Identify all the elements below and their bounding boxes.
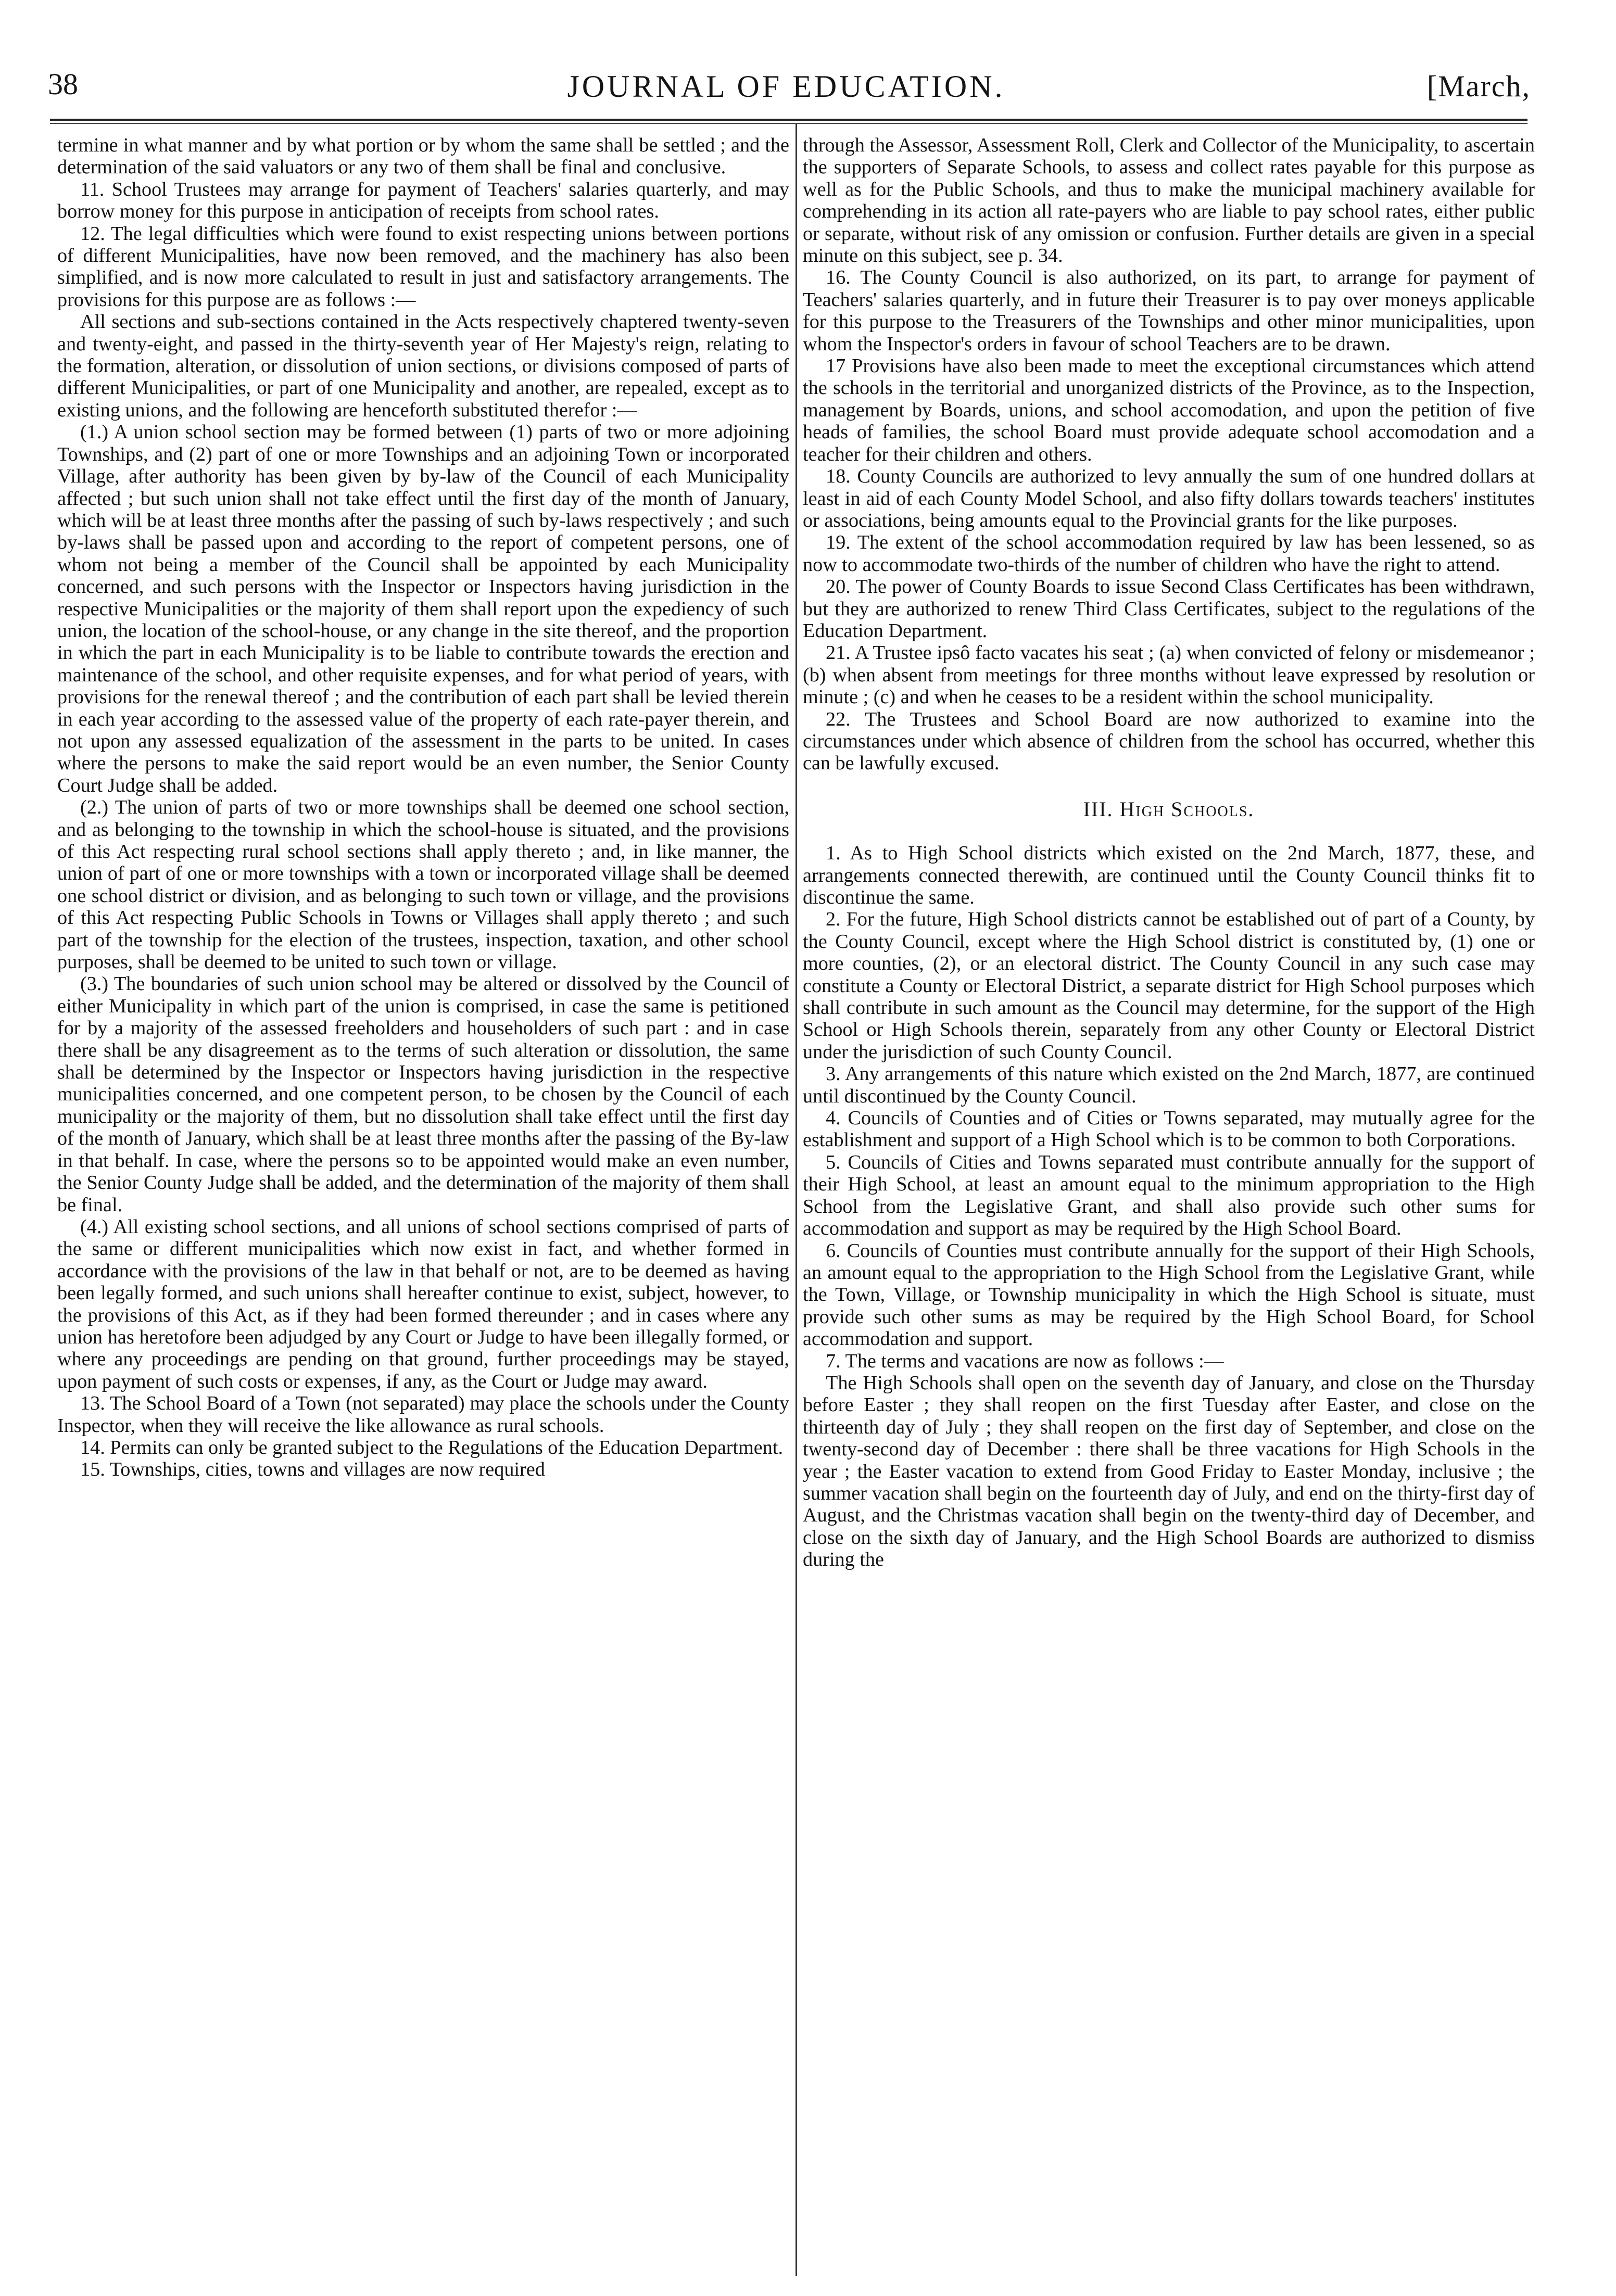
paragraph: (2.) The union of parts of two or more townships shall be deemed one school section, and as belonging to the township in which the school-house is situated, and the provisions of this Act respecting rural school sections shall apply thereto ; and, in like manner, the union of part of one or more townships with a town or incorporated village shall be deemed one school district or division, and as belonging to such town or village, and the provisions of this Act respecting Public Schools in Towns or Villages shall apply thereto ; and such part of the township for the election of the trustees, inspection, taxation, and other school purposes, shall be deemed to be united to such town or village.: [57, 796, 789, 973]
paragraph: (4.) All existing school sections, and all unions of school sections comprised of parts of the same or different municipalities which now exist in fact, and whether formed in accordance with the provisions of the law in that behalf or not, are to be deemed as having been legally formed, and such unions shall hereafter continue to exist, subject, however, to the provisions of this Act, as if they had been formed thereunder ; and in cases where any union has heretofore been adjudged by any Court or Judge to have been illegally formed, or where any proceedings are pending on that ground, further proceedings may be stayed, upon payment of such costs or expenses, if any, as the Court or Judge may award.: [57, 1215, 789, 1392]
page-header: [42, 61, 1531, 119]
paragraph: 13. The School Board of a Town (not separated) may place the schools under the County Inspector, when they will receive the like allowance as rural schools.: [57, 1392, 789, 1437]
paragraph: 4. Councils of Counties and of Cities or Towns separated, may mutually agree for the establishment and support of a High School which is to be common to both Corporations.: [803, 1107, 1535, 1151]
paragraph: through the Assessor, Assessment Roll, Clerk and Collector of the Municipality, to ascertain the supporters of Separate Schools, to assess and collect rates payable for this purpose as well as for the Public Schools, and thus to make the municipal machinery available for comprehending in its action all rate-payers who are liable to pay school rates, either public or separate, without risk of any omission or confusion. Further details are given in a special minute on this subject, see p. 34.: [803, 134, 1535, 267]
paragraph: 15. Townships, cities, towns and villages are now required: [80, 1458, 545, 1481]
paragraph: 7. The terms and vacations are now as follows :—: [826, 1350, 1224, 1372]
paragraph: termine in what manner and by what portion or by whom the same shall be settled ; and the determination of the said valuators or any two of them shall be final and conclusive.: [57, 134, 789, 179]
paragraph: All sections and sub-sections contained in the Acts respectively chaptered twenty-seven and twenty-eight, and passed in the thirty-seventh year of Her Majesty's reign, relating to the formation, alteration, or dissolution of union sections, or divisions composed of parts of different Municipalities, or part of one Municipality and another, are repealed, except as to existing unions, and the following are henceforth substituted therefor :—: [57, 311, 789, 421]
journal-title: JOURNAL OF EDUCATION.: [567, 69, 1005, 104]
issue-month: [March,: [1426, 69, 1531, 103]
paragraph: 18. County Councils are authorized to levy annually the sum of one hundred dollars at least in aid of each County Model School, and also fifty dollars towards teachers' institutes or associations, being amounts equal to the Provincial grants for the like purposes.: [803, 465, 1535, 531]
paragraph: 5. Councils of Cities and Towns separated must contribute annually for the support of their High School, at least an amount equal to the minimum appropriation to the High School from the Legislative Grant, and shall also provide such other sums for accommodation and support as may be required by the High School Board.: [803, 1151, 1535, 1240]
paragraph: 12. The legal difficulties which were found to exist respecting unions between portions of different Municipalities, have now been removed, and the machinery has also been simplified, and is now more calculated to result in just and satisfactory arrangements. The provisions for this purpose are as follows :—: [57, 222, 789, 311]
paragraph: 1. As to High School districts which existed on the 2nd March, 1877, these, and arrangements connected therewith, are continued until the County Council thinks fit to discontinue the same.: [803, 842, 1535, 908]
paragraph: 2. For the future, High School districts cannot be established out of part of a County, by the County Council, except where the High School district is constituted by, (1) one or more counties, (2), or an electoral district. The County Council in any such case may constitute a County or Electoral District, a separate district for High School purposes which shall contribute in such amount as the Council may determine, for the support of the High School or High Schools therein, separately from any other County or Electoral District under the jurisdiction of such County Council.: [803, 908, 1535, 1063]
paragraph: 3. Any arrangements of this nature which existed on the 2nd March, 1877, are continued until discontinued by the County Council.: [803, 1063, 1535, 1107]
paragraph: 14. Permits can only be granted subject to the Regulations of the Education Department.: [80, 1436, 784, 1458]
header-rule-thin: [50, 123, 1527, 124]
header-rule: [50, 119, 1527, 121]
paragraph: 16. The County Council is also authorized, on its part, to arrange for payment of Teachers' salaries quarterly, and in future their Treasurer is to pay over moneys applicable for this purpose to the Treasurers of the Townships and other minor municipalities, upon whom the Inspector's orders in favour of school Teachers are to be drawn.: [803, 267, 1535, 355]
paragraph: 21. A Trustee ipsô facto vacates his seat ; (a) when convicted of felony or misdemeanor ; (b) when absent from meetings for three months without leave expressed by resolution or minute ; (c) and when he ceases to be a resident within the school municipality.: [803, 642, 1535, 708]
paragraph: 20. The power of County Boards to issue Second Class Certificates has been withdrawn, but they are authorized to renew Third Class Certificates, subject to the regulations of the Education Department.: [803, 576, 1535, 642]
right-column: [803, 134, 1535, 2268]
paragraph: 19. The extent of the school accommodation required by law has been lessened, so as now to accommodate two-thirds of the number of children who have the right to attend.: [803, 531, 1535, 576]
paragraph: 11. School Trustees may arrange for payment of Teachers' salaries quarterly, and may borrow money for this purpose in anticipation of receipts from school rates.: [57, 178, 789, 223]
section-heading: III. High Schools.: [1083, 797, 1255, 821]
left-column: [57, 134, 789, 2268]
paragraph: (3.) The boundaries of such union school may be altered or dissolved by the Council of either Municipality in which part of the union is comprised, in case the same is petitioned for by a majority of the assessed freeholders and householders of such part : and in case there shall be any disagreement as to the terms of such alteration or dissolution, the same shall be determined by the Inspector or Inspectors having jurisdiction in the respective municipalities concerned, and one competent person, to be chosen by the Council of each municipality or the majority of them, but no dissolution shall take effect until the first day of the month of January, which shall be at least three months after the passing of the By-law in that behalf. In case, where the persons so to be appointed would make an even number, the Senior County Judge shall be added, and the determination of the majority of them shall be final.: [57, 973, 789, 1216]
paragraph: (1.) A union school section may be formed between (1) parts of two or more adjoining Townships, and (2) part of one or more Townships and an adjoining Town or incorporated Village, after authority has been given by by-law of the Council of each Municipality affected ; but such union shall not take effect until the first day of the month of January, which will be at least three months after the passing of such by-laws respectively ; and such by-laws shall be passed upon and according to the report of competent persons, one of whom not being a member of the Council shall be appointed by each Municipality concerned, and such persons with the Inspector or Inspectors having jurisdiction in the respective Municipalities or the majority of them shall report upon the expediency of such union, the location of the school-house, or any change in the site thereof, and the proportion in which the part in each Municipality is to be liable to contribute towards the erection and maintenance of the school, and other requisite expenses, and for what period of years, with provisions for the renewal thereof ; and the contribution of each part shall be levied therein in each year according to the assessed value of the property of each rate-payer therein, and not upon any assessed equalization of the assessment in the parts to be united. In cases where the persons to make the said report would be an even number, the Senior County Court Judge shall be added.: [57, 421, 789, 796]
column-divider: [796, 124, 797, 2276]
page-number: 38: [48, 67, 78, 101]
paragraph: The High Schools shall open on the seventh day of January, and close on the Thursday before Easter ; they shall reopen on the first Tuesday after Easter, and close on the thirteenth day of July ; they shall reopen on the first day of September, and close on the twenty-second day of December : there shall be three vacations for High Schools in the year ; the Easter vacation to extend from Good Friday to Easter Monday, inclusive ; the summer vacation shall begin on the fourteenth day of July, and end on the thirty-first day of August, and the Christmas vacation shall begin on the twenty-third day of December, and close on the sixth day of January, and the High School Boards are authorized to dismiss during the: [803, 1372, 1535, 1571]
paragraph: 6. Councils of Counties must contribute annually for the support of their High Schools, an amount equal to the appropriation to the High School from the Legislative Grant, while the Town, Village, or Township municipality in which the High School is situate, must provide such other sums as may be required by the High School Board, for School accommodation and support.: [803, 1239, 1535, 1350]
paragraph: 17 Provisions have also been made to meet the exceptional circumstances which attend the schools in the territorial and unorganized districts of the Province, as to the Inspection, management by Boards, unions, and school accomodation, and upon the petition of five heads of families, the school Board must provide adequate school accomodation and a teacher for their children and others.: [803, 355, 1535, 465]
paragraph: 22. The Trustees and School Board are now authorized to examine into the circumstances under which absence of children from the school has occurred, whether this can be lawfully excused.: [803, 708, 1535, 775]
